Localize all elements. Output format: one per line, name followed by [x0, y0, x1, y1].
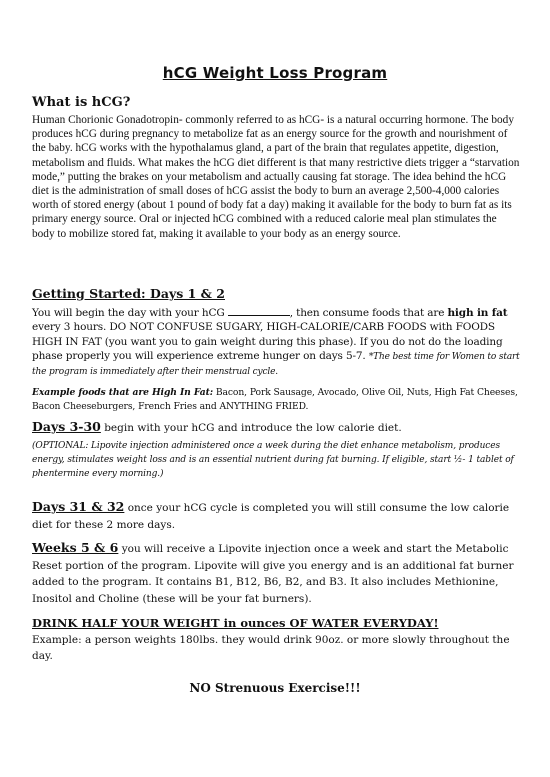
weeks-5-6-heading: Weeks 5 & 6: [32, 540, 119, 555]
days-31-32-heading: Days 31 & 32: [32, 499, 125, 514]
gs-bold-high-in-fat: high in fat: [447, 307, 508, 319]
days-3-30-line: [32, 420, 520, 435]
water-example: Example: a person weights 180lbs. they would drink 90oz. or more slowly throughout the day.: [32, 634, 510, 662]
section-heading-what-is-hcg: What is hCG?: [32, 95, 131, 110]
gs-text-a: You will begin the day with your hCG: [32, 307, 228, 319]
water-heading: DRINK HALF YOUR WEIGHT in ounces OF WATER EVERYDAY!: [32, 616, 439, 630]
example-foods-list: Bacon, Pork Sausage, Avocado, Olive Oil, Nuts, High Fat Cheeses, Bacon Cheeseburgers, French Fries and ANYTHING FRIED.: [32, 387, 518, 412]
page-title: hCG Weight Loss Program: [162, 64, 388, 82]
blank-line: [228, 305, 290, 316]
gs-text-c: every 3 hours. DO NOT CONFUSE SUGARY, HIGH-CALORIE/CARB FOODS with FOODS HIGH IN FAT (you want you to gain weight during this phase). If you do not do the loading phase properly you will experience extreme hunger on days 5-7.: [32, 321, 503, 362]
gs-text-b: , then consume foods that are: [289, 307, 448, 319]
example-foods: [32, 386, 520, 414]
intro-paragraph: Human Chorionic Gonadotropin- commonly referred to as hCG- is a natural occurring hormone. The body produces hCG during pregnancy to metabolize fat as an energy source for the growth and nourishment of the baby. hCG works with the hypothalamus gland, a part of the brain that regulates appetite, digestion, metabolism and fluids. What makes the hCG diet different is that many restrictive diets trigger a “starvation mode,” putting the brakes on your metabolism and actually causing fat storage. The idea behind the hCG diet is the administration of small doses of hCG assist the body to burn an average 2,500-4,000 calories worth of stored energy (about 1 pound of body fat a day) making it available for the body to burn fat as its primary energy source. Oral or injected hCG combined with a reduced calorie meal plan stimulates the body to mobilize stored fat, making it available to your body as an energy source.: [32, 114, 520, 240]
days-31-32-text: once your hCG cycle is completed you will still consume the low calorie diet for these 2 more days.: [32, 502, 510, 531]
days-31-32-paragraph: [32, 498, 520, 534]
days-3-30-optional: (OPTIONAL: Lipovite injection administered once a week during the diet enhance metabolism, produces energy, stimulates weight loss and is an essential nutrient during fat burning. If eligible, start ½- 1 tablet of phentermine every morning.): [32, 441, 514, 479]
getting-started-paragraph: [32, 305, 520, 379]
weeks-5-6-text: you will receive a Lipovite injection once a week and start the Metabolic Reset portion of the program. Lipovite will give you energy and is an additional fat burner added to the program. It contains B1, B12, B6, B2, and B3. It also includes Methionine, Inositol and Choline (these will be your fat burners).: [32, 543, 514, 605]
section-heading-getting-started: Getting Started: Days 1 & 2: [32, 286, 225, 301]
weeks-5-6-paragraph: [32, 540, 520, 607]
gs-note: *The best time for Women to start the program is immediately after their menstrual cycle.: [32, 351, 520, 378]
days-3-30-text: begin with your hCG and introduce the low calorie diet.: [100, 422, 402, 434]
no-exercise-note: NO Strenuous Exercise!!!: [189, 681, 361, 695]
days-3-30-heading: Days 3-30: [32, 419, 101, 434]
example-foods-lead: Example foods that are High In Fat:: [32, 387, 214, 398]
